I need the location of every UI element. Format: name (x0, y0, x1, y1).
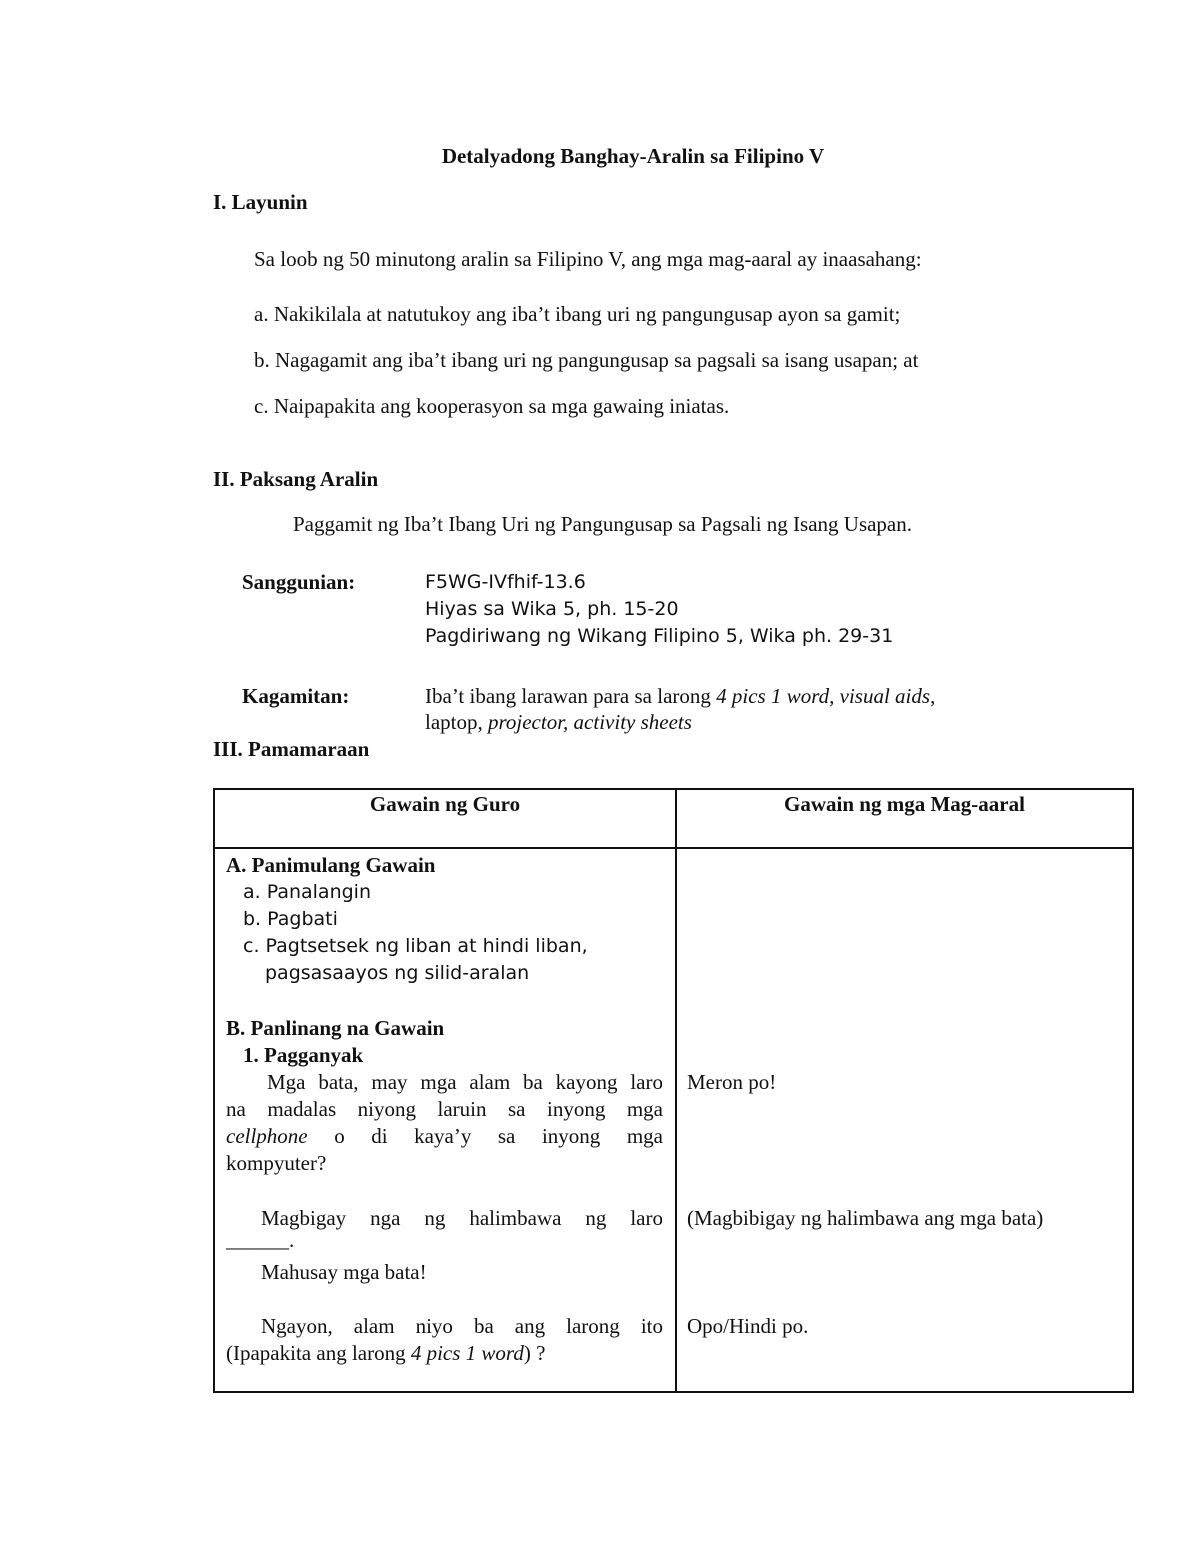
question-3-end: ) ? (523, 1341, 546, 1365)
student-response: (Magbibigay ng halimbawa ang mga bata) (687, 1206, 1044, 1230)
panlinang-heading: B. Panlinang na Gawain (226, 1016, 445, 1040)
column-header-guro: Gawain ng Guro (214, 789, 676, 848)
praise-text: Mahusay mga bata! (261, 1260, 427, 1284)
kagamitan-line-2 (425, 710, 692, 735)
pagganyak-heading: 1. Pagganyak (243, 1043, 364, 1067)
panimula-item: pagsasaayos ng silid-aralan (265, 962, 530, 984)
section-heading-layunin: I. Layunin (213, 190, 308, 214)
section-heading-pamamaraan: III. Pamamaraan (213, 737, 370, 761)
kagamitan-italic: projector, activity sheets (488, 710, 692, 734)
table-row (214, 848, 1133, 1392)
question-1-line (226, 1123, 663, 1150)
cellphone-italic: cellphone (226, 1124, 308, 1148)
table-header-row (214, 789, 1133, 848)
section-heading-paksang-aralin: II. Paksang Aralin (213, 467, 379, 491)
kagamitan-comma: , (930, 684, 936, 708)
student-response: Opo/Hindi po. (687, 1314, 809, 1338)
kagamitan-text: laptop, (425, 710, 488, 734)
question-1-line: kompyuter? (226, 1151, 327, 1175)
question-3-italic: 4 pics 1 word (410, 1341, 524, 1365)
panimula-item: c. Pagtsetsek ng liban at hindi liban, (243, 935, 588, 957)
kagamitan-label: Kagamitan: (242, 684, 350, 708)
question-1-text: o di kaya’y sa inyong mga (307, 1124, 663, 1148)
sanggunian-item: F5WG-IVfhif-13.6 (425, 571, 586, 593)
question-3-text: (Ipapakita ang larong (226, 1341, 411, 1365)
panimula-heading: A. Panimulang Gawain (226, 853, 436, 877)
sanggunian-item: Pagdiriwang ng Wikang Filipino 5, Wika ph. 29-31 (425, 625, 894, 647)
paksa-topic: Paggamit ng Iba’t Ibang Uri ng Pangungusap sa Pagsali ng Isang Usapan. (293, 512, 913, 536)
layunin-intro: Sa loob ng 50 minutong aralin sa Filipino V, ang mga mag-aaral ay inaasahang: (254, 247, 922, 271)
layunin-item-a: a. Nakikilala at natutukoy ang iba’t ibang uri ng pangungusap ayon sa gamit; (254, 302, 901, 326)
document-title: Detalyadong Banghay-Aralin sa Filipino V (441, 144, 825, 168)
pamamaraan-table (213, 788, 1134, 1393)
kagamitan-line-1 (425, 684, 935, 709)
sanggunian-item: Hiyas sa Wika 5, ph. 15-20 (425, 598, 679, 620)
layunin-item-b: b. Nagagamit ang iba’t ibang uri ng pangungusap sa pagsali sa isang usapan; at (254, 348, 919, 372)
question-3-line: Ngayon, alam niyo ba ang larong ito (261, 1314, 663, 1338)
question-3-line (226, 1340, 545, 1367)
question-1-line: Mga bata, may mga alam ba kayong laro (267, 1070, 663, 1094)
sanggunian-label: Sanggunian: (242, 570, 356, 594)
kagamitan-text: Iba’t ibang larawan para sa larong (425, 684, 717, 708)
kagamitan-italic: 4 pics 1 word, visual aids (716, 684, 931, 708)
mag-aaral-cell (676, 848, 1133, 1392)
panimula-item: b. Pagbati (243, 908, 338, 930)
guro-cell (214, 848, 676, 1392)
question-2-blank: ______. (226, 1228, 295, 1252)
panimula-item: a. Panalangin (243, 881, 371, 903)
student-response: Meron po! (687, 1070, 777, 1094)
question-2-line: Magbigay nga ng halimbawa ng laro (261, 1206, 663, 1230)
column-header-mag-aaral: Gawain ng mga Mag-aaral (676, 789, 1133, 848)
layunin-item-c: c. Naipapakita ang kooperasyon sa mga gawaing iniatas. (254, 394, 730, 418)
question-1-line: na madalas niyong laruin sa inyong mga (226, 1097, 663, 1121)
